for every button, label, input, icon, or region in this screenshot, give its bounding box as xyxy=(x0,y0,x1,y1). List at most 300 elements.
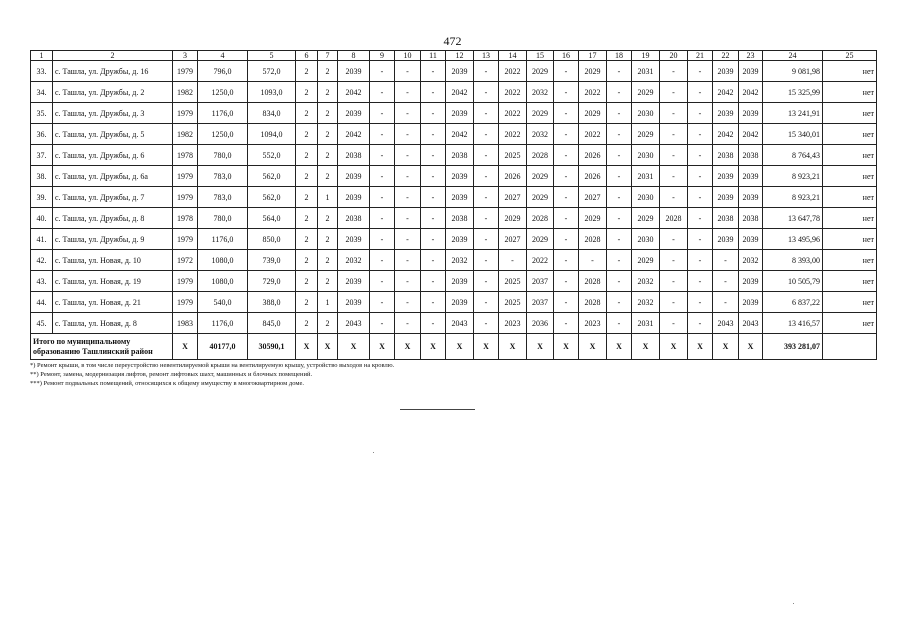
table-cell: 2043 xyxy=(713,313,739,334)
table-cell: - xyxy=(395,250,421,271)
table-cell: - xyxy=(554,61,579,82)
table-cell: 2 xyxy=(318,208,338,229)
table-cell: 2038 xyxy=(713,208,739,229)
table-cell: 13 495,96 xyxy=(763,229,823,250)
table-cell: 2032 xyxy=(338,250,370,271)
table-cell: 2 xyxy=(296,250,318,271)
table-cell: 2039 xyxy=(739,103,763,124)
table-cell: 1982 xyxy=(173,124,198,145)
table-cell: 1250,0 xyxy=(198,124,248,145)
table-cell: - xyxy=(421,313,446,334)
table-cell: 13 647,78 xyxy=(763,208,823,229)
column-number: 8 xyxy=(338,51,370,61)
total-cell: X xyxy=(338,334,370,360)
table-cell: 44. xyxy=(31,292,53,313)
table-cell: 2042 xyxy=(446,82,474,103)
table-cell: 783,0 xyxy=(198,187,248,208)
table-cell: - xyxy=(554,229,579,250)
table-cell: 1 xyxy=(318,187,338,208)
end-rule xyxy=(400,409,475,410)
table-cell: 2023 xyxy=(499,313,527,334)
table-cell: нет xyxy=(823,145,877,166)
table-cell: 10 505,79 xyxy=(763,271,823,292)
table-cell: 2022 xyxy=(527,250,554,271)
table-cell: с. Ташла, ул. Новая, д. 21 xyxy=(53,292,173,313)
table-cell: 1979 xyxy=(173,166,198,187)
table-cell: 2029 xyxy=(579,61,607,82)
table-cell: 564,0 xyxy=(248,208,296,229)
table-cell: 2 xyxy=(296,271,318,292)
table-cell: - xyxy=(660,124,688,145)
table-cell: 2029 xyxy=(632,208,660,229)
table-cell: с. Ташла, ул. Дружбы, д. 8 xyxy=(53,208,173,229)
table-cell: 1982 xyxy=(173,82,198,103)
table-cell: 2028 xyxy=(660,208,688,229)
total-cell: X xyxy=(713,334,739,360)
table-cell: - xyxy=(395,61,421,82)
table-cell: - xyxy=(370,124,395,145)
table-cell: - xyxy=(421,229,446,250)
table-cell: 1978 xyxy=(173,208,198,229)
table-cell: 2023 xyxy=(579,313,607,334)
table-cell: 8 764,43 xyxy=(763,145,823,166)
column-number: 17 xyxy=(579,51,607,61)
table-cell: нет xyxy=(823,208,877,229)
table-cell: - xyxy=(688,61,713,82)
table-cell: 2039 xyxy=(338,292,370,313)
table-cell: 1 xyxy=(318,292,338,313)
total-cell: X xyxy=(554,334,579,360)
table-cell: - xyxy=(370,292,395,313)
table-cell: - xyxy=(499,250,527,271)
table-cell: с. Ташла, ул. Дружбы, д. 5 xyxy=(53,124,173,145)
table-cell: 35. xyxy=(31,103,53,124)
column-number-row xyxy=(31,51,877,61)
table-cell: 2039 xyxy=(713,187,739,208)
table-cell: - xyxy=(370,166,395,187)
table-cell: нет xyxy=(823,229,877,250)
table-cell: - xyxy=(607,61,632,82)
table-cell: - xyxy=(607,187,632,208)
table-cell: 2042 xyxy=(739,82,763,103)
table-cell: - xyxy=(607,103,632,124)
table-cell: - xyxy=(607,229,632,250)
table-cell: - xyxy=(370,103,395,124)
table-cell: - xyxy=(688,229,713,250)
table-cell: 2032 xyxy=(632,271,660,292)
table-cell: - xyxy=(395,103,421,124)
table-cell: 2032 xyxy=(446,250,474,271)
table-cell: - xyxy=(370,250,395,271)
table-cell: - xyxy=(607,124,632,145)
table-cell: 2037 xyxy=(527,292,554,313)
table-cell: 2036 xyxy=(527,313,554,334)
table-cell: 2042 xyxy=(338,82,370,103)
table-cell: 1979 xyxy=(173,103,198,124)
table-cell: нет xyxy=(823,103,877,124)
table-row xyxy=(31,250,877,271)
table-cell: 2 xyxy=(296,82,318,103)
table-cell: 2039 xyxy=(739,61,763,82)
table-cell: 2032 xyxy=(632,292,660,313)
table-cell: 780,0 xyxy=(198,145,248,166)
total-cell: X xyxy=(632,334,660,360)
table-cell: 2039 xyxy=(446,61,474,82)
table-cell: нет xyxy=(823,292,877,313)
table-cell: - xyxy=(421,187,446,208)
footnote: **) Ремонт, замена, модернизация лифтов, ремонт лифтовых шахт, машинных и блочных помещений. xyxy=(30,371,313,378)
column-number: 5 xyxy=(248,51,296,61)
table-cell: 2037 xyxy=(527,271,554,292)
table-cell: - xyxy=(554,250,579,271)
table-cell: 540,0 xyxy=(198,292,248,313)
table-cell: - xyxy=(688,82,713,103)
table-cell: 845,0 xyxy=(248,313,296,334)
table-cell: 552,0 xyxy=(248,145,296,166)
table-cell: нет xyxy=(823,124,877,145)
table-cell: 1983 xyxy=(173,313,198,334)
table-cell: 1979 xyxy=(173,292,198,313)
table-cell: 1979 xyxy=(173,271,198,292)
column-number: 23 xyxy=(739,51,763,61)
table-cell: 2039 xyxy=(446,292,474,313)
column-number: 20 xyxy=(660,51,688,61)
table-cell: 2039 xyxy=(446,229,474,250)
table-cell: - xyxy=(421,145,446,166)
table-cell: - xyxy=(607,82,632,103)
table-cell: 2038 xyxy=(338,208,370,229)
column-number: 15 xyxy=(527,51,554,61)
table-cell: - xyxy=(421,61,446,82)
table-cell: - xyxy=(660,271,688,292)
footnotes xyxy=(30,361,394,388)
table-cell: - xyxy=(660,292,688,313)
table-cell: с. Ташла, ул. Дружбы, д. 6 xyxy=(53,145,173,166)
column-number: 21 xyxy=(688,51,713,61)
table-cell: 2029 xyxy=(527,229,554,250)
table-cell: 2026 xyxy=(499,166,527,187)
table-cell: 2029 xyxy=(632,124,660,145)
table-cell: 2039 xyxy=(446,187,474,208)
table-row xyxy=(31,313,877,334)
table-cell: 2029 xyxy=(579,103,607,124)
table-cell: нет xyxy=(823,250,877,271)
table-cell: 2027 xyxy=(499,229,527,250)
table-cell: - xyxy=(474,82,499,103)
column-number: 14 xyxy=(499,51,527,61)
table-cell: 1978 xyxy=(173,145,198,166)
table-cell: 13 241,91 xyxy=(763,103,823,124)
total-cell: X xyxy=(421,334,446,360)
table-cell: 562,0 xyxy=(248,166,296,187)
table-cell: 2 xyxy=(296,103,318,124)
table-cell: 2038 xyxy=(739,208,763,229)
table-cell: 2039 xyxy=(739,271,763,292)
table-cell: - xyxy=(660,229,688,250)
table-cell: 2039 xyxy=(338,166,370,187)
table-cell: 38. xyxy=(31,166,53,187)
total-cell: 393 281,07 xyxy=(763,334,823,360)
table-cell: - xyxy=(660,145,688,166)
total-row xyxy=(31,334,877,360)
table-cell: 2039 xyxy=(446,103,474,124)
table-cell: - xyxy=(474,166,499,187)
table-cell: - xyxy=(395,166,421,187)
table-cell: 2 xyxy=(318,229,338,250)
table-row xyxy=(31,61,877,82)
table-cell: 2042 xyxy=(713,124,739,145)
column-number: 16 xyxy=(554,51,579,61)
table-cell: - xyxy=(660,82,688,103)
table-cell: 2029 xyxy=(499,208,527,229)
table-cell: - xyxy=(395,208,421,229)
total-cell: X xyxy=(474,334,499,360)
table-cell: 783,0 xyxy=(198,166,248,187)
table-cell: с. Ташла, ул. Дружбы, д. 9 xyxy=(53,229,173,250)
table-cell: 2022 xyxy=(499,61,527,82)
total-cell: X xyxy=(370,334,395,360)
table-cell: - xyxy=(421,124,446,145)
table-cell: 1979 xyxy=(173,229,198,250)
table-cell: - xyxy=(474,313,499,334)
table-cell: 2032 xyxy=(739,250,763,271)
table-cell: 1176,0 xyxy=(198,229,248,250)
table-cell: 6 837,22 xyxy=(763,292,823,313)
table-cell: - xyxy=(395,271,421,292)
table-cell: 1176,0 xyxy=(198,313,248,334)
table-cell: - xyxy=(421,271,446,292)
table-cell: 2039 xyxy=(739,292,763,313)
table-cell: 2039 xyxy=(713,61,739,82)
table-cell: 9 081,98 xyxy=(763,61,823,82)
table-cell: 850,0 xyxy=(248,229,296,250)
table-cell: 2038 xyxy=(713,145,739,166)
table-cell: 780,0 xyxy=(198,208,248,229)
table-cell: 2038 xyxy=(446,145,474,166)
table-cell: 2039 xyxy=(739,229,763,250)
table-cell: - xyxy=(554,292,579,313)
table-cell: 2043 xyxy=(446,313,474,334)
table-cell: 2 xyxy=(318,61,338,82)
table-cell: - xyxy=(607,208,632,229)
table-cell: 1979 xyxy=(173,187,198,208)
table-body xyxy=(31,51,877,360)
table-cell: - xyxy=(421,250,446,271)
table-cell: 2022 xyxy=(499,103,527,124)
total-cell: X xyxy=(296,334,318,360)
table-cell: 2042 xyxy=(338,124,370,145)
table-cell: - xyxy=(474,250,499,271)
table-cell: - xyxy=(395,124,421,145)
table-cell: 13 416,57 xyxy=(763,313,823,334)
total-cell: X xyxy=(739,334,763,360)
total-cell: X xyxy=(173,334,198,360)
table-cell: 2 xyxy=(318,271,338,292)
table-cell: - xyxy=(660,103,688,124)
column-number: 25 xyxy=(823,51,877,61)
table-cell: 2039 xyxy=(713,166,739,187)
table-cell: 2 xyxy=(296,208,318,229)
table-cell: с. Ташла, ул. Новая, д. 19 xyxy=(53,271,173,292)
table-cell: 2039 xyxy=(446,166,474,187)
table-cell: 42. xyxy=(31,250,53,271)
total-label: Итого по муниципальному образованию Ташлинский район xyxy=(31,334,173,360)
table-cell: 1176,0 xyxy=(198,103,248,124)
table-cell: 2031 xyxy=(632,313,660,334)
total-cell xyxy=(823,334,877,360)
total-cell: X xyxy=(527,334,554,360)
table-cell: 2028 xyxy=(579,271,607,292)
table-cell: 2039 xyxy=(338,103,370,124)
total-cell: X xyxy=(579,334,607,360)
table-cell: 1093,0 xyxy=(248,82,296,103)
total-cell: 30590,1 xyxy=(248,334,296,360)
table-cell: 2039 xyxy=(338,229,370,250)
table-cell: - xyxy=(688,292,713,313)
table-cell: 1094,0 xyxy=(248,124,296,145)
table-cell: 2029 xyxy=(527,166,554,187)
table-cell: 39. xyxy=(31,187,53,208)
table-cell: 796,0 xyxy=(198,61,248,82)
table-cell: 2032 xyxy=(527,124,554,145)
table-cell: 45. xyxy=(31,313,53,334)
table-cell: - xyxy=(554,313,579,334)
table-cell: - xyxy=(554,166,579,187)
table-cell: - xyxy=(607,250,632,271)
total-cell: X xyxy=(499,334,527,360)
column-number: 18 xyxy=(607,51,632,61)
column-number: 1 xyxy=(31,51,53,61)
column-number: 19 xyxy=(632,51,660,61)
table-cell: нет xyxy=(823,271,877,292)
table-cell: - xyxy=(395,229,421,250)
table-cell: - xyxy=(713,292,739,313)
table-cell: - xyxy=(474,61,499,82)
table-cell: 2039 xyxy=(739,187,763,208)
table-cell: - xyxy=(474,271,499,292)
table-cell: 2029 xyxy=(527,103,554,124)
table-cell: - xyxy=(688,124,713,145)
table-cell: 43. xyxy=(31,271,53,292)
footnote: ***) Ремонт подвальных помещений, относящихся к общему имуществу в многоквартирном доме. xyxy=(30,380,304,387)
column-number: 9 xyxy=(370,51,395,61)
table-cell: 33. xyxy=(31,61,53,82)
table-cell: - xyxy=(421,82,446,103)
table-cell: 2038 xyxy=(446,208,474,229)
table-cell: 2030 xyxy=(632,229,660,250)
table-cell: 8 923,21 xyxy=(763,187,823,208)
table-cell: - xyxy=(554,82,579,103)
table-cell: - xyxy=(395,82,421,103)
table-cell: 2022 xyxy=(499,82,527,103)
table-cell: 2 xyxy=(318,313,338,334)
table-cell: 2 xyxy=(318,166,338,187)
footnote: *) Ремонт крыши, в том числе переустройство невентилируемой крыши на вентилируемую крышу, устройство выходов на кровлю. xyxy=(30,362,395,369)
column-number: 3 xyxy=(173,51,198,61)
table-cell: 2027 xyxy=(499,187,527,208)
column-number: 13 xyxy=(474,51,499,61)
column-number: 4 xyxy=(198,51,248,61)
table-cell: 2022 xyxy=(579,82,607,103)
table-cell: 2026 xyxy=(579,166,607,187)
table-cell: 2030 xyxy=(632,103,660,124)
table-cell: нет xyxy=(823,82,877,103)
page-number: 472 xyxy=(443,34,462,48)
table-cell: 36. xyxy=(31,124,53,145)
table-cell: 2043 xyxy=(338,313,370,334)
table-cell: - xyxy=(554,271,579,292)
table-cell: - xyxy=(395,145,421,166)
table-cell: 2 xyxy=(318,145,338,166)
table-cell: - xyxy=(554,103,579,124)
table-row xyxy=(31,166,877,187)
table-cell: 2031 xyxy=(632,61,660,82)
table-cell: 2038 xyxy=(338,145,370,166)
table-cell: 2039 xyxy=(713,103,739,124)
table-cell: - xyxy=(370,208,395,229)
column-number: 2 xyxy=(53,51,173,61)
table-cell: - xyxy=(421,103,446,124)
table-cell: 2042 xyxy=(739,124,763,145)
table-cell: - xyxy=(370,187,395,208)
table-cell: 2039 xyxy=(338,271,370,292)
table-cell: - xyxy=(370,61,395,82)
table-row xyxy=(31,229,877,250)
table-cell: - xyxy=(607,166,632,187)
scan-speck xyxy=(373,452,374,453)
table-cell: - xyxy=(474,229,499,250)
table-cell: - xyxy=(474,187,499,208)
table-cell: - xyxy=(688,313,713,334)
table-cell: 2 xyxy=(296,124,318,145)
total-cell: X xyxy=(660,334,688,360)
table-cell: 2029 xyxy=(632,250,660,271)
table-row xyxy=(31,103,877,124)
table-row xyxy=(31,82,877,103)
table-cell: - xyxy=(660,61,688,82)
table-cell: 729,0 xyxy=(248,271,296,292)
table-cell: 2025 xyxy=(499,145,527,166)
table-cell: 2 xyxy=(296,292,318,313)
table-cell: - xyxy=(660,313,688,334)
table-cell: 8 923,21 xyxy=(763,166,823,187)
table-cell: - xyxy=(474,292,499,313)
table-cell: - xyxy=(370,82,395,103)
table-cell: с. Ташла, ул. Дружбы, д. 3 xyxy=(53,103,173,124)
table-cell: 34. xyxy=(31,82,53,103)
table-cell: 2039 xyxy=(739,166,763,187)
table-cell: 2022 xyxy=(499,124,527,145)
table-cell: 2029 xyxy=(527,61,554,82)
table-cell: 2038 xyxy=(739,145,763,166)
table-cell: 2029 xyxy=(527,187,554,208)
table-cell: 2 xyxy=(318,124,338,145)
table-cell: 8 393,00 xyxy=(763,250,823,271)
table-cell: 388,0 xyxy=(248,292,296,313)
table-cell: 37. xyxy=(31,145,53,166)
table-cell: 1250,0 xyxy=(198,82,248,103)
table-cell: 2031 xyxy=(632,166,660,187)
table-cell: 2 xyxy=(296,166,318,187)
table-cell: - xyxy=(688,166,713,187)
table-cell: - xyxy=(370,313,395,334)
table-cell: 562,0 xyxy=(248,187,296,208)
table-cell: - xyxy=(688,145,713,166)
table-cell: - xyxy=(713,250,739,271)
table-cell: - xyxy=(607,313,632,334)
total-cell: X xyxy=(446,334,474,360)
table-row xyxy=(31,187,877,208)
